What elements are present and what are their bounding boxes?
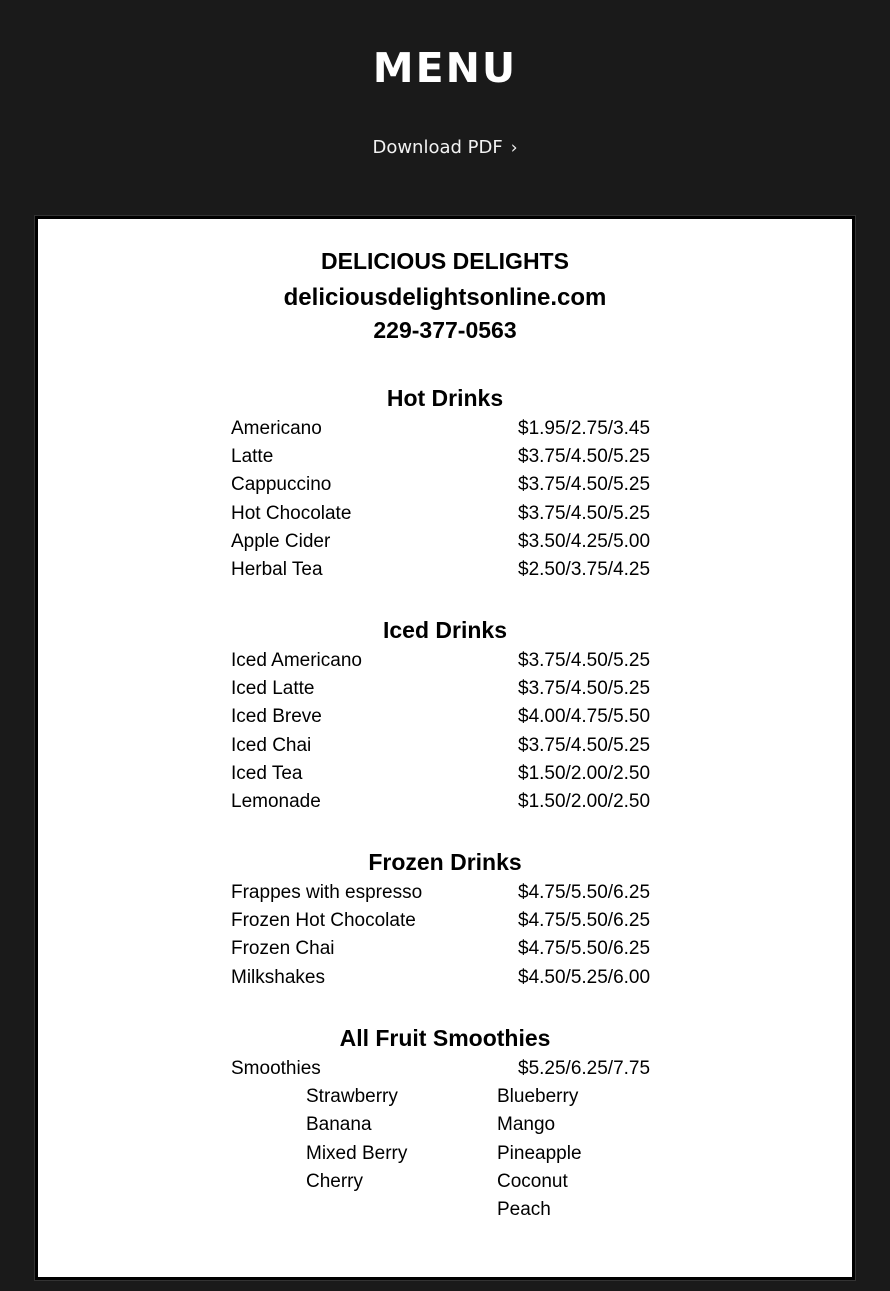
business-phone: 229-377-0563: [373, 317, 517, 343]
flavor-item: Strawberry: [306, 1086, 398, 1108]
menu-row: [38, 1056, 852, 1084]
menu-row: [38, 676, 852, 704]
flavor-item: Pineapple: [497, 1142, 582, 1164]
item-name: Hot Chocolate: [231, 502, 352, 524]
item-name: Apple Cider: [231, 530, 331, 552]
menu-row: [38, 501, 852, 529]
menu-row: [38, 529, 852, 557]
section-hot-drinks: [38, 384, 852, 585]
item-name: Iced Latte: [231, 678, 315, 700]
item-price: $4.75/5.50/6.25: [518, 882, 651, 903]
business-name: DELICIOUS DELIGHTS: [321, 248, 569, 274]
item-name: Frappes with espresso: [231, 882, 423, 903]
menu-row: [38, 965, 852, 993]
section-frozen-drinks: [38, 848, 852, 993]
menu-row: [38, 733, 852, 761]
item-price: $3.50/4.25/5.00: [518, 530, 651, 552]
item-price: $3.75/4.50/5.25: [518, 734, 651, 756]
menu-card: [35, 216, 855, 1280]
flavor-item: Blueberry: [497, 1086, 579, 1108]
flavor-row: [38, 1112, 852, 1140]
item-name: Iced Americano: [231, 650, 362, 671]
item-price: $3.75/4.50/5.25: [518, 474, 651, 496]
item-price: $3.75/4.50/5.25: [518, 650, 651, 671]
section-title: Iced Drinks: [383, 617, 507, 643]
item-name: Iced Tea: [231, 762, 303, 784]
section-title: All Fruit Smoothies: [339, 1025, 551, 1051]
item-name: Lemonade: [231, 790, 321, 812]
item-price: $3.75/4.50/5.25: [518, 678, 651, 700]
flavor-item: Peach: [497, 1198, 551, 1220]
item-price: $4.50/5.25/6.00: [518, 966, 651, 988]
item-price: $3.75/4.50/5.25: [518, 502, 651, 524]
menu-row: [38, 648, 852, 676]
item-name: Herbal Tea: [231, 558, 323, 580]
section-iced-drinks: [38, 616, 852, 817]
item-price: $1.50/2.00/2.50: [518, 762, 651, 784]
flavor-row: [38, 1141, 852, 1169]
item-name: Cappuccino: [231, 474, 332, 496]
menu-row: [38, 472, 852, 500]
item-price: $1.50/2.00/2.50: [518, 790, 651, 812]
item-name: Americano: [231, 418, 322, 439]
section-fruit-smoothies: [38, 1024, 852, 1225]
section-title: Frozen Drinks: [368, 849, 522, 875]
item-name: Latte: [231, 446, 274, 468]
item-price: $1.95/2.75/3.45: [518, 418, 651, 439]
flavor-item: Mixed Berry: [306, 1142, 408, 1164]
menu-row: [38, 936, 852, 964]
item-price: $4.75/5.50/6.25: [518, 910, 651, 932]
item-name: Smoothies: [231, 1058, 321, 1079]
menu-row: [38, 880, 852, 908]
item-price: $4.75/5.50/6.25: [518, 938, 651, 960]
flavor-item: Mango: [497, 1114, 556, 1136]
flavor-list: [38, 1084, 852, 1225]
menu-row: [38, 908, 852, 936]
flavor-item: Cherry: [306, 1170, 364, 1192]
item-price: $4.00/4.75/5.50: [518, 706, 651, 728]
page-title: MENU: [372, 44, 518, 92]
menu-row: [38, 444, 852, 472]
item-price: $3.75/4.50/5.25: [518, 446, 651, 468]
chevron-right-icon: ›: [510, 138, 518, 158]
item-name: Frozen Chai: [231, 938, 335, 960]
item-name: Iced Breve: [231, 706, 322, 728]
item-name: Milkshakes: [231, 966, 325, 988]
item-price: $2.50/3.75/4.25: [518, 558, 651, 580]
flavor-item: Banana: [306, 1114, 372, 1136]
download-pdf-label: Download PDF: [372, 137, 503, 158]
menu-row: [38, 416, 852, 444]
flavor-row: [38, 1197, 852, 1225]
item-name: Iced Chai: [231, 734, 312, 756]
flavor-row: [38, 1084, 852, 1112]
menu-row: [38, 557, 852, 585]
menu-row: [38, 761, 852, 789]
business-website: deliciousdelightsonline.com: [283, 284, 607, 311]
item-price: $5.25/6.25/7.75: [518, 1058, 651, 1079]
download-pdf-link[interactable]: [0, 136, 890, 160]
item-name: Frozen Hot Chocolate: [231, 910, 416, 932]
flavor-row: [38, 1169, 852, 1197]
menu-row: [38, 789, 852, 817]
flavor-item: Coconut: [497, 1170, 568, 1192]
menu-row: [38, 704, 852, 732]
section-title: Hot Drinks: [386, 385, 504, 411]
